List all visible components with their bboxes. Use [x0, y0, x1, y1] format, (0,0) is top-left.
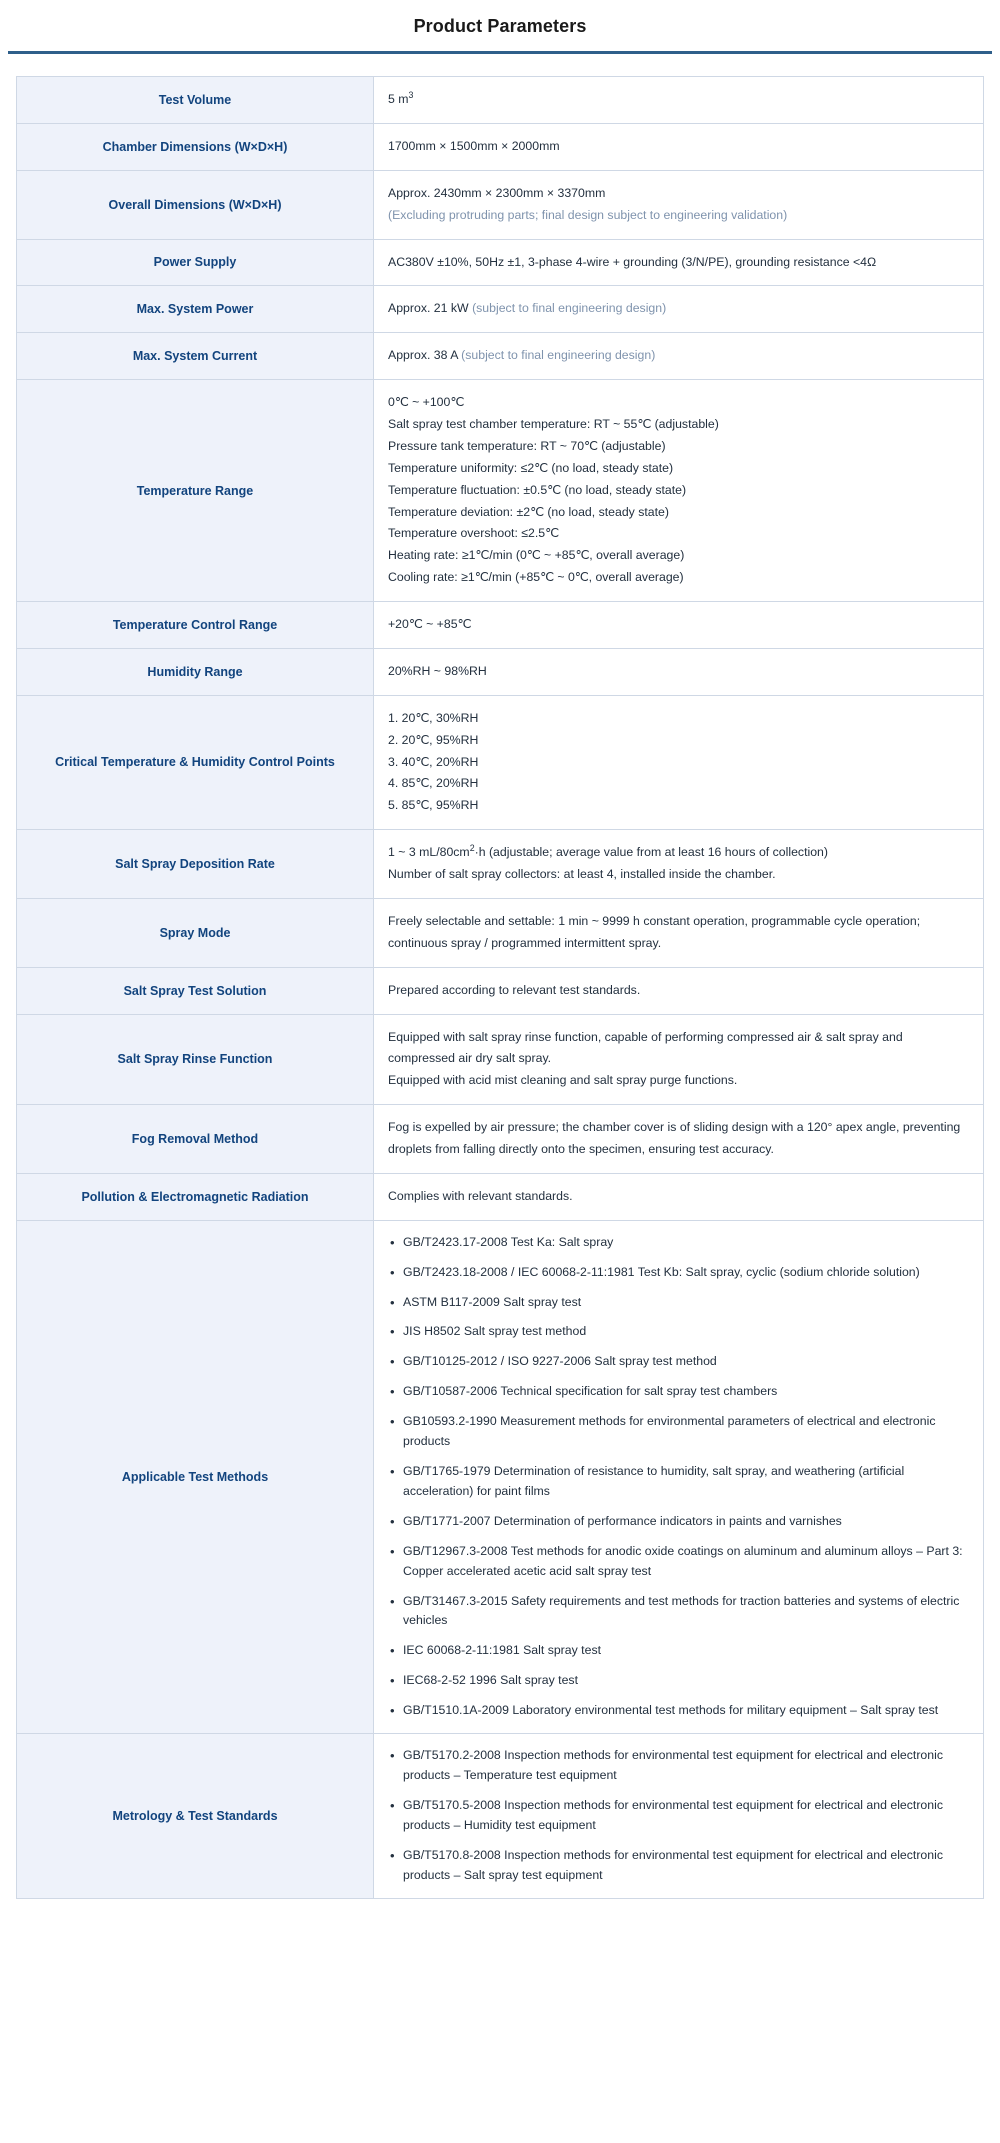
parameter-label: Salt Spray Rinse Function: [17, 1014, 374, 1105]
value-line: Salt spray test chamber temperature: RT ~ 55℃ (adjustable): [388, 417, 719, 431]
superscript: 2: [469, 843, 475, 854]
parameter-value: [374, 333, 984, 380]
list-item: • IEC68-2-52 1996 Salt spray test: [388, 1671, 969, 1691]
list-item: • GB/T12967.3-2008 Test methods for anodic oxide coatings on aluminum and aluminum alloys – Part 3: Copper accelerated acetic acid salt spray test: [388, 1542, 969, 1582]
value-text-tail: ·h (adjustable; average value from at least 16 hours of collection): [474, 845, 828, 860]
value-line: Complies with relevant standards.: [388, 1188, 573, 1203]
parameter-label: Power Supply: [17, 239, 374, 286]
parameter-value: [374, 286, 984, 333]
parameter-label: Overall Dimensions (W×D×H): [17, 170, 374, 239]
parameter-label: Humidity Range: [17, 648, 374, 695]
value-line: 4. 85℃, 20%RH: [388, 776, 479, 791]
superscript: 3: [408, 89, 414, 100]
parameter-label: Temperature Range: [17, 380, 374, 602]
parameter-label: Critical Temperature & Humidity Control Points: [17, 695, 374, 829]
parameter-value: [374, 602, 984, 649]
table-body: [17, 77, 984, 1899]
parameter-value: [374, 695, 984, 829]
value-text: Approx. 21 kW: [388, 301, 473, 316]
table-row: [17, 1105, 984, 1174]
value-line: Prepared according to relevant test standards.: [388, 982, 641, 997]
parameter-label: Max. System Power: [17, 286, 374, 333]
value-line: Pressure tank temperature: RT ~ 70℃ (adjustable): [388, 438, 666, 453]
table-row: [17, 286, 984, 333]
value-note: (subject to final engineering design): [461, 348, 656, 363]
table-row: [17, 898, 984, 967]
list-item: • GB/T31467.3-2015 Safety requirements and test methods for traction batteries and systems of electric vehicles: [388, 1592, 969, 1632]
table-row: [17, 239, 984, 286]
parameter-label: Salt Spray Deposition Rate: [17, 830, 374, 899]
parameter-value: [374, 1105, 984, 1174]
value-line: 2. 20℃, 95%RH: [388, 732, 479, 747]
value-line: AC380V ±10%, 50Hz ±1, 3-phase 4-wire + grounding (3/N/PE), grounding resistance <4Ω: [388, 254, 877, 269]
list-item: • GB10593.2-1990 Measurement methods for environmental parameters of electrical and electronic products: [388, 1412, 969, 1452]
list-item: • GB/T10125-2012 / ISO 9227-2006 Salt spray test method: [388, 1352, 969, 1372]
list-item: • IEC 60068-2-11:1981 Salt spray test: [388, 1641, 969, 1661]
table-row: [17, 77, 984, 124]
parameter-value: [374, 239, 984, 286]
table-row: [17, 170, 984, 239]
value-line: [388, 345, 969, 367]
parameter-value: [374, 898, 984, 967]
parameter-value: [374, 1014, 984, 1105]
value-line: (Excluding protruding parts; final design subject to engineering validation): [388, 207, 788, 222]
value-line: Temperature fluctuation: ±0.5℃ (no load, steady state): [388, 482, 687, 497]
parameter-label: Pollution & Electromagnetic Radiation: [17, 1173, 374, 1220]
table-row: [17, 1173, 984, 1220]
parameter-value: [374, 648, 984, 695]
list-item: • GB/T5170.8-2008 Inspection methods for environmental test equipment for electrical and electronic products – Salt spray test equipment: [388, 1846, 969, 1886]
parameter-label: Metrology & Test Standards: [17, 1734, 374, 1898]
value-line: Approx. 2430mm × 2300mm × 3370mm: [388, 185, 606, 200]
value-line: Temperature uniformity: ≤2℃ (no load, steady state): [388, 460, 674, 475]
parameter-value: [374, 1173, 984, 1220]
table-row: [17, 830, 984, 899]
table-row: [17, 333, 984, 380]
parameter-value: [374, 967, 984, 1014]
table-row: [17, 602, 984, 649]
list-item: • GB/T2423.18-2008 / IEC 60068-2-11:1981 Test Kb: Salt spray, cyclic (sodium chloride solution): [388, 1263, 969, 1283]
value-line: Freely selectable and settable: 1 min ~ 9999 h constant operation, programmable cycle operation; continuous spray / programmed intermittent spray.: [388, 913, 921, 950]
table-row: [17, 967, 984, 1014]
list-item: • GB/T5170.5-2008 Inspection methods for environmental test equipment for electrical and electronic products – Humidity test equipment: [388, 1796, 969, 1836]
parameter-value: [374, 77, 984, 124]
page-title: Product Parameters: [413, 16, 587, 36]
value-line: 20%RH ~ 98%RH: [388, 663, 487, 678]
value-line: Temperature overshoot: ≤2.5℃: [388, 526, 559, 541]
parameter-label: Spray Mode: [17, 898, 374, 967]
table-row: [17, 1220, 984, 1733]
table-row: [17, 380, 984, 602]
value-line: 1. 20℃, 30%RH: [388, 710, 479, 725]
list-item: • GB/T1765-1979 Determination of resistance to humidity, salt spray, and weathering (artificial acceleration) for paint films: [388, 1462, 969, 1502]
parameter-value: [374, 1734, 984, 1898]
parameter-label: Test Volume: [17, 77, 374, 124]
parameter-label: Chamber Dimensions (W×D×H): [17, 123, 374, 170]
table-row: [17, 1014, 984, 1105]
table-row: [17, 695, 984, 829]
value-note: (subject to final engineering design): [472, 301, 667, 316]
parameter-label: Applicable Test Methods: [17, 1220, 374, 1733]
value-text: 5 m: [388, 92, 409, 106]
value-line: [388, 842, 969, 864]
title-divider: [8, 51, 992, 54]
list-item: • GB/T2423.17-2008 Test Ka: Salt spray: [388, 1233, 969, 1253]
parameter-label: Salt Spray Test Solution: [17, 967, 374, 1014]
list-item: • ASTM B117-2009 Salt spray test: [388, 1293, 969, 1313]
value-line: +20℃ ~ +85℃: [388, 617, 472, 631]
parameter-value: [374, 380, 984, 602]
value-line: Heating rate: ≥1℃/min (0℃ ~ +85℃, overall average): [388, 548, 685, 563]
value-line: 1700mm × 1500mm × 2000mm: [388, 138, 560, 153]
value-line: 5. 85℃, 95%RH: [388, 798, 479, 813]
value-line: Number of salt spray collectors: at least 4, installed inside the chamber.: [388, 867, 776, 881]
value-line: Fog is expelled by air pressure; the chamber cover is of sliding design with a 120° apex angle, preventing droplets from falling directly onto the specimen, ensuring test accuracy.: [388, 1120, 961, 1156]
value-line: [388, 89, 969, 111]
value-line: Equipped with salt spray rinse function, capable of performing compressed air & salt spray and compressed air dry salt spray.: [388, 1029, 903, 1066]
value-line: 0℃ ~ +100℃: [388, 395, 465, 410]
list-item: • JIS H8502 Salt spray test method: [388, 1322, 969, 1342]
value-text: 1 ~ 3 mL/80cm: [388, 845, 470, 860]
parameter-label: Max. System Current: [17, 333, 374, 380]
list-item: • GB/T10587-2006 Technical specification for salt spray test chambers: [388, 1382, 969, 1402]
value-line: 3. 40℃, 20%RH: [388, 754, 479, 769]
parameter-value: [374, 1220, 984, 1733]
value-line: Equipped with acid mist cleaning and salt spray purge functions.: [388, 1073, 738, 1088]
product-parameters-table: [16, 76, 984, 1899]
table-row: [17, 648, 984, 695]
table-row: [17, 1734, 984, 1898]
value-text: Approx. 38 A: [388, 348, 462, 363]
value-line: Temperature deviation: ±2℃ (no load, steady state): [388, 504, 669, 519]
parameter-label: Fog Removal Method: [17, 1105, 374, 1174]
standards-list: [388, 1746, 969, 1885]
parameter-value: [374, 170, 984, 239]
parameter-value: [374, 830, 984, 899]
standards-list: [388, 1233, 969, 1721]
list-item: • GB/T1771-2007 Determination of performance indicators in paints and varnishes: [388, 1512, 969, 1532]
value-line: Cooling rate: ≥1℃/min (+85℃ ~ 0℃, overall average): [388, 570, 684, 585]
table-row: [17, 123, 984, 170]
value-line: [388, 298, 969, 320]
list-item: • GB/T5170.2-2008 Inspection methods for environmental test equipment for electrical and electronic products – Temperature test equipment: [388, 1746, 969, 1786]
list-item: • GB/T1510.1A-2009 Laboratory environmental test methods for military equipment – Salt spray test: [388, 1701, 969, 1721]
parameter-value: [374, 123, 984, 170]
parameter-label: Temperature Control Range: [17, 602, 374, 649]
